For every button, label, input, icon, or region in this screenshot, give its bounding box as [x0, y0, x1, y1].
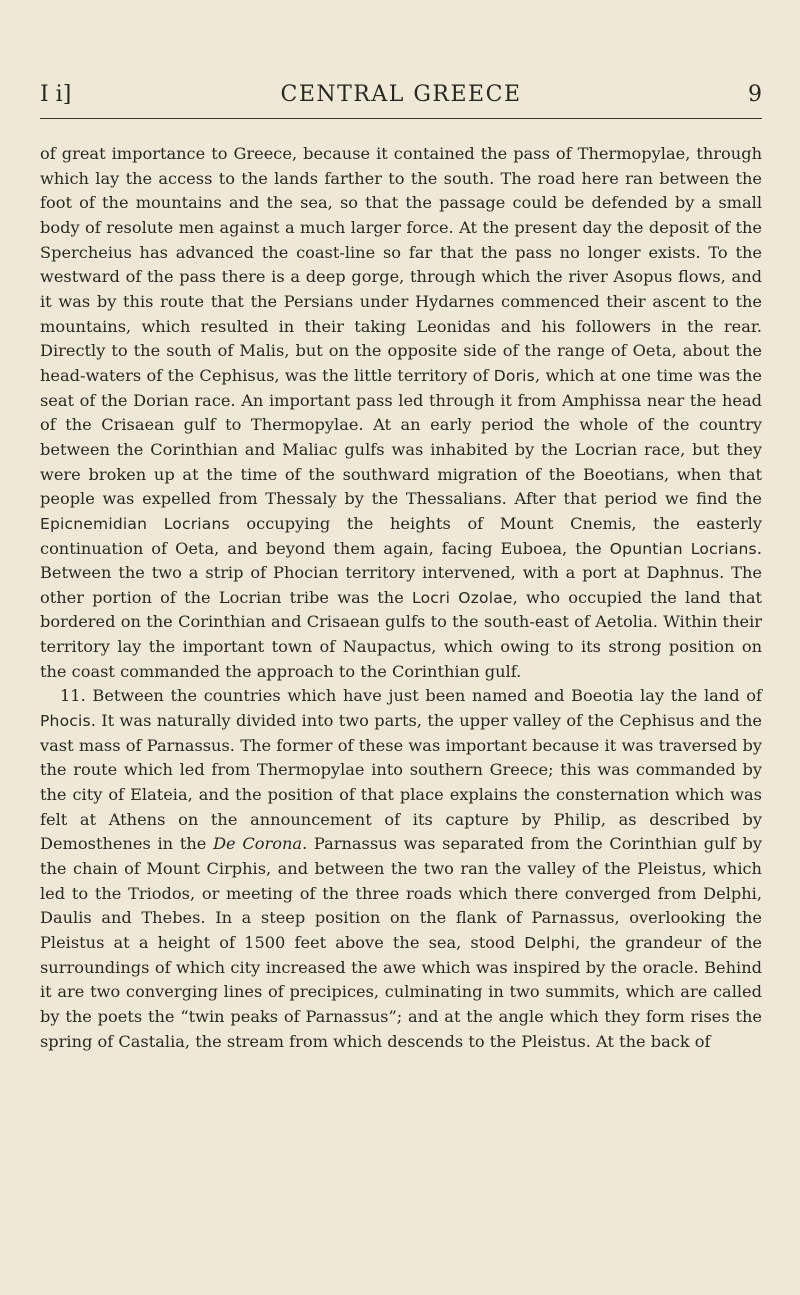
text-span: of great importance to Greece, because it contained the pass of Thermopylae, through which lay the access to the lands farther to the south. The road here ran between the foot of the mountains and the sea, so that the passage could be defended by a small body of resolute men against a much larger force. At the present day the deposit of the Spercheius has advanced the coast-line so far that the pass no longer exists. To the westward of the pass there is a deep gorge, through which the river Asopus flows, and it was by this route that the Persians under Hydarnes commenced their ascent to the mountains, which resulted in their taking Leonidas and his followers in the rear. Directly to the south of Malis, but on the opposite side of the range of Oeta, about the head-waters of the Cephisus, was the little territory of	[40, 144, 762, 385]
page-body	[40, 142, 762, 1054]
text-span: 11. Between the countries which have just been named and Boeotia lay the land of	[60, 686, 762, 706]
running-header	[40, 78, 762, 119]
text-span: . Between the two a strip of Phocian territory intervened, with a port at Daphnus. The other portion of the Locrian tribe was the	[40, 538, 762, 607]
chapter-marker: I i]	[40, 82, 72, 107]
running-title: CENTRAL GREECE	[280, 82, 522, 107]
paragraph-thermopylae	[40, 142, 762, 684]
place-name-locri-ozolae: Locri Ozolae	[412, 588, 513, 607]
place-name-opuntian-locrians: Opuntian Locrians	[609, 539, 757, 558]
work-title-de-corona: De Corona	[213, 834, 303, 854]
text-span: , who occupied the land that bordered on the Corinthian and Crisaean gulfs to the south-east of Aetolia. Within their territory lay the important town of Naupactus, which owing to its strong position on the coast commanded the approach to the Corinthian gulf.	[40, 587, 762, 681]
text-span: , which at one time was the seat of the Dorian race. An important pass led through it from Amphissa near the head of the Crisaean gulf to Thermopylae. At an early period the whole of the country between the Corinthian and Maliac gulfs was inhabited by the Locrian race, but they were broken up at the time of the southward migration of the Boeotians, when that people was expelled from Thessaly by the Thessalians. After that period we find the	[40, 365, 763, 509]
page-number: 9	[748, 82, 762, 107]
place-name-doris: Doris	[493, 366, 535, 385]
text-span: occupying the heights of Mount Cnemis, the easterly continuation of Oeta, and beyond them again, facing Euboea, the	[40, 513, 763, 558]
place-name-phocis: Phocis	[40, 712, 91, 731]
place-name-delphi: Delphi	[524, 934, 576, 952]
text-span: , the grandeur of the surroundings of which city increased the awe which was inspired by the oracle. Behind it are two converging lines of precipices, culminating in two summits, which are called by the poets the “twin peaks of Parnassus”; and at the angle which they form rises the spring of Castalia, the stream from which descends to the Pleistus. At the back of	[40, 933, 762, 1051]
text-span: . Parnassus was separated from the Corinthian gulf by the chain of Mount Cirphis, and between the two ran the valley of the Pleistus, which led to the Triodos, or meeting of the three roads which there converged from Delphi, Daulis and Thebes. In a steep position on the flank of Parnassus, overlooking the Pleistus at a height of 1500 feet above the sea, stood	[40, 834, 762, 952]
place-name-epicnemidian-locrians: Epicnemidian Locrians	[40, 514, 230, 533]
text-span: . It was naturally divided into two parts, the upper valley of the Cephisus and the vast mass of Parnassus. The former of these was important because it was traversed by the route which led from Thermopylae into southern Greece; this was commanded by the city of Elateia, and the position of that place explains the consternation which was felt at Athens on the announcement of its capture by Philip, as described by Demosthenes in the	[40, 711, 762, 854]
paragraph-phocis	[40, 684, 762, 1054]
